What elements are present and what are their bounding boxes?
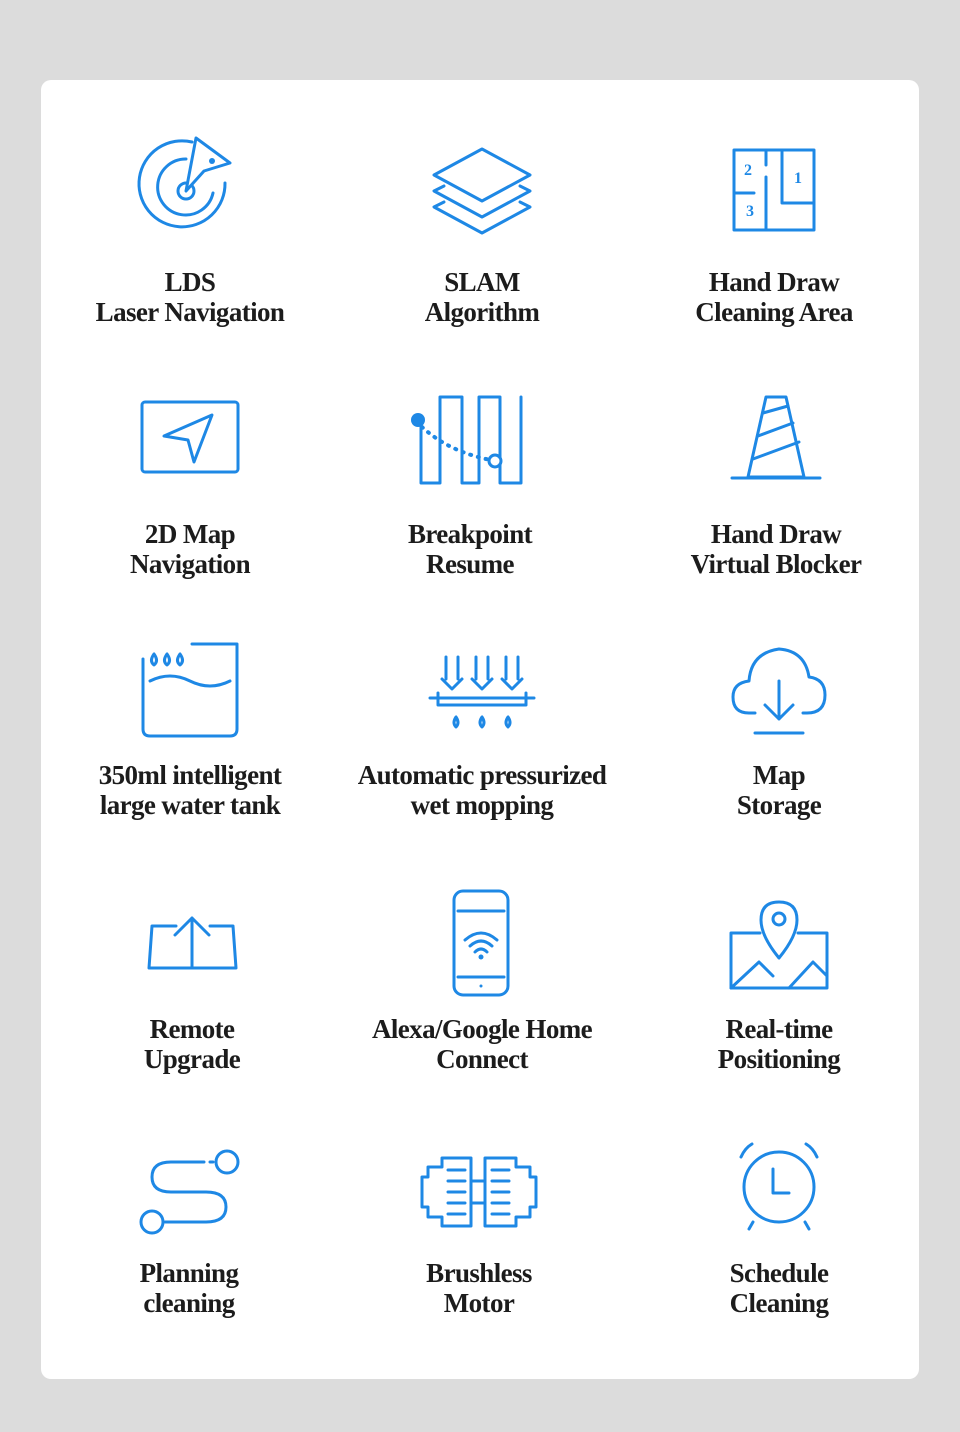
feature-subtitle: wet mopping	[410, 790, 554, 820]
feature-title: Hand Draw	[710, 519, 842, 549]
room-number: 1	[794, 170, 802, 187]
feature-title: Map	[752, 760, 806, 790]
feature-title: Alexa/Google Home	[372, 1014, 592, 1044]
feature-subtitle: Positioning	[717, 1044, 841, 1074]
brushless-motor-icon	[419, 1137, 539, 1247]
feature-title: Planning	[139, 1258, 239, 1288]
layers-icon	[422, 135, 542, 245]
feature-subtitle: Laser Navigation	[95, 297, 285, 327]
feature-title: LDS	[164, 267, 216, 297]
feature-title: 2D Map	[144, 519, 236, 549]
radar-icon	[130, 135, 250, 245]
traffic-cone-icon	[716, 383, 836, 493]
feature-subtitle: Algorithm	[424, 297, 540, 327]
feature-subtitle: Navigation	[129, 549, 250, 579]
room-number: 3	[746, 203, 754, 220]
feature-subtitle: cleaning	[143, 1288, 235, 1318]
pressure-mop-icon	[422, 637, 542, 747]
feature-title: Breakpoint	[407, 519, 533, 549]
phone-wifi-icon	[422, 888, 542, 998]
feature-title: Remote	[149, 1014, 235, 1044]
feature-title: Automatic pressurized	[357, 760, 607, 790]
feature-subtitle: Cleaning Area	[695, 297, 853, 327]
feature-subtitle: Cleaning	[729, 1288, 829, 1318]
feature-title: Schedule	[729, 1258, 829, 1288]
feature-subtitle: large water tank	[99, 790, 281, 820]
feature-title: Hand Draw	[708, 267, 840, 297]
breakpoint-path-icon	[410, 383, 530, 493]
feature-subtitle: Virtual Blocker	[690, 549, 862, 579]
feature-title: 350ml intelligent	[98, 760, 282, 790]
feature-title: SLAM	[444, 267, 520, 297]
feature-subtitle: Storage	[736, 790, 822, 820]
route-path-icon	[129, 1137, 249, 1247]
feature-subtitle: Upgrade	[143, 1044, 241, 1074]
map-navigation-icon	[130, 383, 250, 493]
feature-title: Brushless	[426, 1258, 532, 1288]
room-number: 2	[744, 162, 752, 179]
alarm-clock-icon	[719, 1137, 839, 1247]
floor-plan-icon	[714, 135, 834, 245]
upload-icon	[132, 888, 252, 998]
feature-title: Real-time	[725, 1014, 833, 1044]
feature-subtitle: Resume	[426, 549, 514, 579]
water-tank-icon	[130, 637, 250, 747]
feature-subtitle: Motor	[443, 1288, 515, 1318]
feature-subtitle: Connect	[436, 1044, 528, 1074]
map-pin-icon	[719, 888, 839, 998]
features-card	[41, 80, 919, 1379]
cloud-download-icon	[719, 637, 839, 747]
